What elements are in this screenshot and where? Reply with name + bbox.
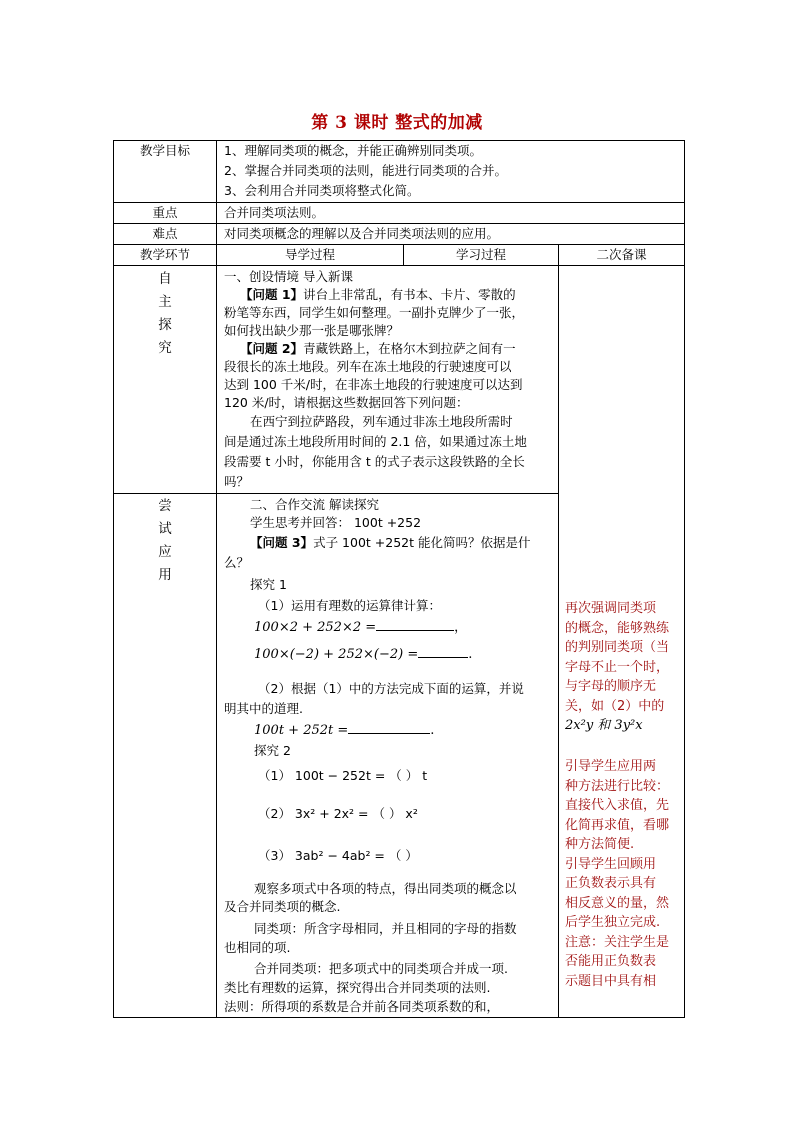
analogy-text: 类比有理数的运算，探究得出合并同类项的法则. — [224, 980, 491, 995]
question-2: 【问题 2】青藏铁路上，在格尔木到拉萨之间有一 — [240, 341, 516, 356]
rule-text: 法则：所得项的系数是合并前各同类项系数的和， — [224, 999, 500, 1014]
question-3: 【问题 3】式子 100t +252t 能化简吗？依据是什 — [250, 535, 531, 550]
question-2-line: 达到 100 千米/时，在非冻土地段的行驶速度可以达到 — [224, 377, 523, 392]
objective-item: 2、掌握合并同类项的法则，能进行同类项的合并。 — [224, 163, 507, 178]
question-1-line: 如何找出缺少那一张是哪张牌？ — [224, 323, 400, 338]
header-second: 二次备课 — [596, 247, 647, 262]
question-1: 【问题 1】讲台上非常乱，有书本、卡片、零散的 — [240, 287, 516, 302]
definition-like-terms-cont: 也相同的项. — [224, 940, 291, 955]
stage-try-apply: 尝 试 应 用 — [158, 498, 172, 583]
question-2-line: 120 米/时，请根据这些数据回答下列问题： — [224, 395, 469, 410]
calc-3: 100t + 252t = . — [254, 723, 435, 738]
observe-text-cont: 及合并同类项的概念. — [224, 899, 341, 914]
section2-heading: 二、合作交流 解读探究 — [250, 497, 379, 512]
task-2-cont: 明其中的道理. — [224, 701, 303, 716]
key-point-text: 合并同类项法则。 — [224, 205, 325, 220]
calc-1: 100×2 + 252×2 = ， — [254, 620, 468, 635]
question-2-sub: 吗？ — [224, 474, 250, 489]
page-title: 第 3 课时 整式的加减 — [311, 113, 483, 133]
explore-2-item: （1） 100t − 252t = （ ） t — [258, 768, 428, 783]
explore-2-item: （2） 3x² + 2x² = （ ） x² — [258, 806, 418, 821]
section1-heading: 一、创设情境 导入新课 — [224, 269, 353, 284]
objectives-label: 教学目标 — [139, 143, 190, 158]
definition-combine: 合并同类项：把多项式中的同类项合并成一项. — [254, 961, 508, 976]
explore-2: 探究 2 — [254, 743, 291, 758]
task-2: （2）根据（1）中的方法完成下面的运算，并说 — [258, 681, 524, 696]
question-2-line: 段很长的冻土地段。列车在冻土地段的行驶速度可以 — [224, 359, 512, 374]
calc-2: 100×(−2) + 252×(−2) = . — [254, 647, 473, 662]
observe-text: 观察多项式中各项的特点，得出同类项的概念以 — [254, 881, 517, 896]
explore-1-task: （1）运用有理数的运算律计算： — [258, 598, 441, 613]
question-1-line: 粉笔等东西，同学生如何整理。一副扑克牌少了一张， — [224, 305, 525, 320]
objective-item: 3、会利用合并同类项将整式化简。 — [224, 183, 420, 198]
note-like-terms: 再次强调同类项 的概念，能够熟练 的判别同类项（当 字母不止一个时， 与字母的顺序无 关，如（2）中的 2x²y 和 3y²x — [565, 601, 670, 733]
key-point-label: 重点 — [152, 205, 178, 220]
student-answer: 学生思考并回答： 100t +252 — [250, 515, 422, 530]
definition-like-terms: 同类项：所含字母相同，并且相同的字母的指数 — [254, 921, 517, 936]
question-2-sub: 间是通过冻土地段所用时间的 2.1 倍，如果通过冻土地 — [224, 434, 527, 449]
stage-self-explore: 自 主 探 究 — [158, 271, 172, 356]
difficulty-label: 难点 — [152, 226, 178, 241]
objective-item: 1、理解同类项的概念，并能正确辨别同类项。 — [224, 143, 482, 158]
header-stage: 教学环节 — [139, 247, 190, 262]
question-2-sub: 段需要 t 小时，你能用含 t 的式子表示这段铁路的全长 — [224, 454, 525, 469]
header-study: 学习过程 — [455, 247, 506, 262]
explore-2-item: （3） 3ab² − 4ab² = （ ） — [258, 848, 418, 863]
question-3-cont: 么？ — [224, 555, 250, 570]
question-2-sub: 在西宁到拉萨路段，列车通过非冻土地段所需时 — [250, 414, 513, 429]
header-guide: 导学过程 — [284, 247, 335, 262]
difficulty-text: 对同类项概念的理解以及合并同类项法则的应用。 — [224, 226, 500, 241]
note-methods: 引导学生应用两 种方法进行比较： 直接代入求值，先 化简再求值，看哪 种方法简便. 引导学生回顾用 正负数表示具有 相反意义的量，然 后学生独立完成. 注意：关注学生是 否能用正负数表 示题目中具有相 — [565, 759, 670, 989]
explore-1: 探究 1 — [250, 577, 287, 592]
